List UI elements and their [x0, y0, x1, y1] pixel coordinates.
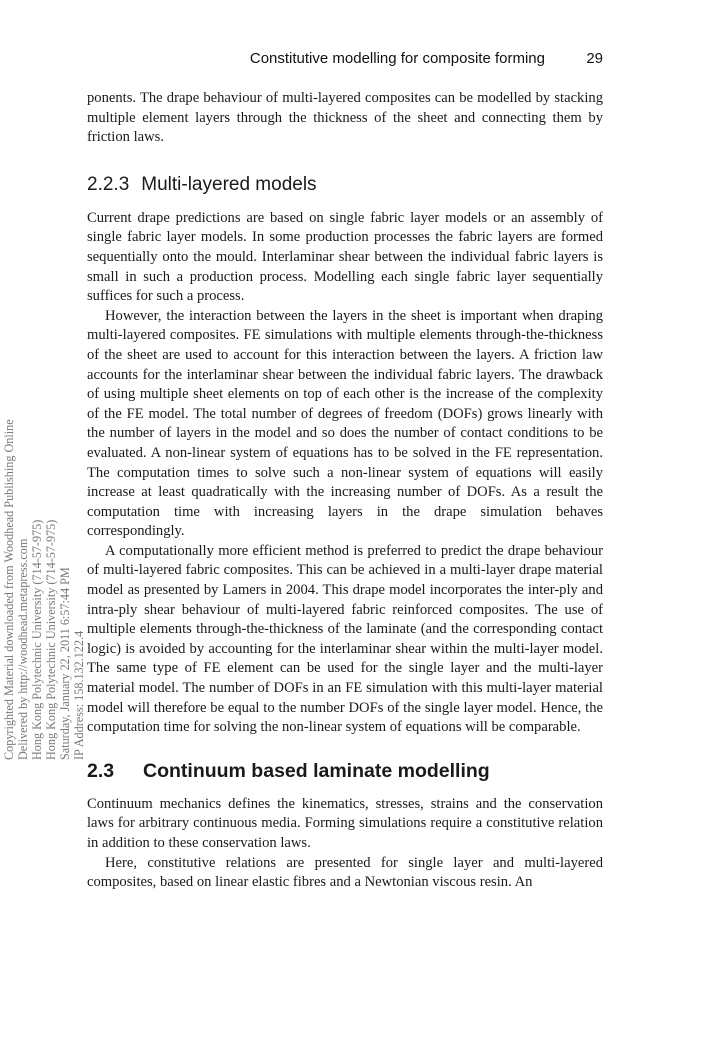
page-body [87, 89, 603, 893]
watermark-line: Hong Kong Polytechnic University (714-57-975) [30, 519, 44, 760]
section-number: 2.2.3 [87, 173, 130, 195]
watermark-line: Hong Kong Polytechnic University (714-57-975) [44, 519, 58, 760]
watermark-line: IP Address: 158.132.122.4 [72, 630, 86, 760]
watermark-line: Copyrighted Material downloaded from Woodhead Publishing Online [2, 419, 16, 760]
section-heading-2-2-3 [87, 174, 603, 196]
paragraph: Continuum mechanics defines the kinematics, stresses, strains and the conservation laws for arbitrary continuous media. Forming simulations require a constitutive relation in addition to these conservation laws. [87, 795, 603, 851]
watermark-line: Saturday, January 22, 2011 6:57:44 PM [58, 567, 72, 760]
section-title: Multi-layered models [141, 173, 317, 195]
paragraph: Current drape predictions are based on single fabric layer models or an assembly of single fabric layer models. In some production processes the fabric layers are formed sequentially onto the mould. Interlaminar shear between the individual fabric layers is small in such a production process. Modelling each single fabric layer sequentially suffices for such a process. [87, 209, 603, 305]
section-heading-2-3 [87, 760, 603, 783]
paragraph: Here, constitutive relations are presented for single layer and multi-layered composites, based on linear elastic fibres and a Newtonian viscous resin. An [87, 854, 603, 891]
paragraph: A computationally more efficient method is preferred to predict the drape behaviour of multi-layered fabric composites. This can be achieved in a multi-layer drape material model as presented by Lamers in 2004. This drape model incorporates the inter-ply and intra-ply shear behaviour of multi-layered fabric reinforced composites. The use of multiple elements through-the-thickness of the laminate (and the corresponding contact logic) is avoided by accounting for the interlaminar shear within the multi-layer model. The same type of FE element can be used for the single layer and the multi-layer material model. The number of DOFs in an FE simulation with this multi-layer material model will therefore be equal to the number DOFs of the single layer model. Hence, the computation time for solving the non-linear system of equations will be comparable. [87, 542, 603, 736]
paragraph: However, the interaction between the layers in the sheet is important when draping multi-layered composites. FE simulations with multiple elements through-the-thickness of the sheet are used to account for this interaction between the layers. A friction law accounts for the interlaminar shear between the individual fabric layers. The drawback of using multiple sheet elements on top of each other is the increase of the complexity of the FE model. The total number of degrees of freedom (DOFs) grows linearly with the number of layers in the model and so does the number of contact conditions to be evaluated. A non-linear system of equations has to be solved in the FE representation. The computation times to solve such a non-linear system of equations will easily increase at least quadratically with the increasing number of DOFs. As a result the computation time with increasing layers in the drape simulation behaves correspondingly. [87, 307, 603, 540]
intro-paragraph: ponents. The drape behaviour of multi-layered composites can be modelled by stacking multiple element layers through the thickness of the sheet and connecting them by friction laws. [87, 90, 603, 146]
page-number: 29 [586, 50, 603, 67]
section-number: 2.3 [87, 759, 115, 782]
running-head-title: Constitutive modelling for composite forming [249, 50, 545, 67]
watermark-line: Delivered by http://woodhead.metapress.com [16, 538, 30, 760]
section-title: Continuum based laminate modelling [143, 759, 490, 782]
